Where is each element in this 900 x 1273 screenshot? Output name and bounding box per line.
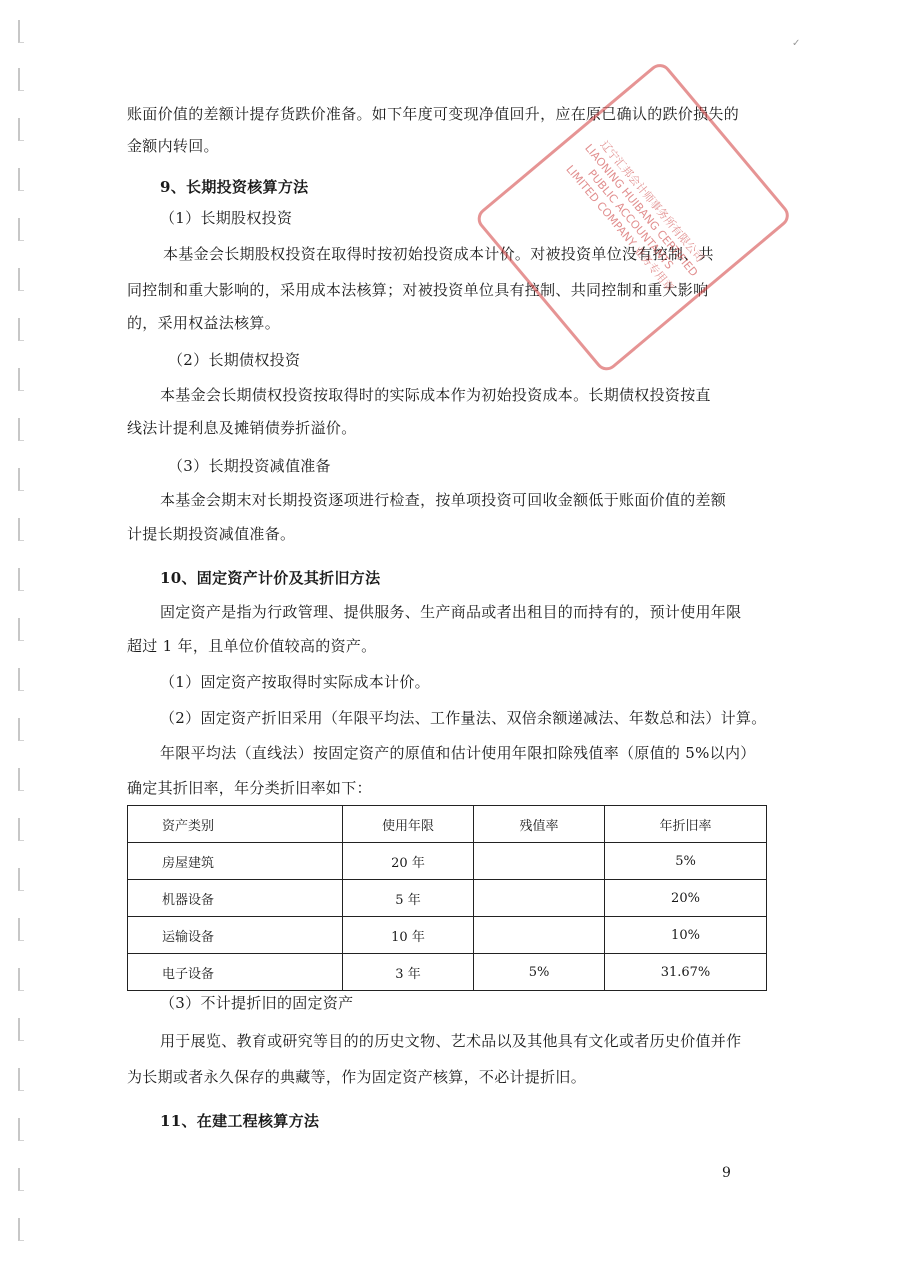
corner-mark: ✓ (792, 38, 801, 49)
section-10-title: 10、固定资产计价及其折旧方法 (160, 569, 381, 587)
section-11-title: 11、在建工程核算方法 (160, 1112, 320, 1130)
table-cell: 5% (474, 954, 605, 991)
table-cell: 机器设备 (128, 880, 343, 917)
paragraph-line: 本基金会长期股权投资在取得时按初始投资成本计价。对被投资单位没有控制、共 (163, 245, 714, 263)
paragraph-line: 为长期或者永久保存的典藏等，作为固定资产核算，不必计提折旧。 (127, 1068, 587, 1086)
table-row (128, 843, 767, 880)
subsection-title: （2）长期债权投资 (168, 351, 301, 369)
table-row (128, 954, 767, 991)
table-cell: 20% (605, 880, 767, 917)
paragraph-line: 计提长期投资减值准备。 (127, 525, 296, 543)
table-row (128, 880, 767, 917)
table-cell: 5 年 (343, 880, 474, 917)
table-header-cell: 年折旧率 (605, 806, 767, 843)
paragraph-line: 同控制和重大影响的，采用成本法核算；对被投资单位具有控制、共同控制和重大影响 (127, 281, 709, 299)
paragraph-line: 用于展览、教育或研究等目的的历史文物、艺术品以及其他具有文化或者历史价值并作 (160, 1032, 742, 1050)
table-cell (474, 843, 605, 880)
paragraph-line: 年限平均法（直线法）按固定资产的原值和估计使用年限扣除残值率（原值的 5%以内） (160, 744, 756, 762)
subsection-title: （3）不计提折旧的固定资产 (160, 994, 354, 1012)
table-header-row (128, 806, 767, 843)
paragraph-line: 线法计提利息及摊销债券折溢价。 (127, 419, 357, 437)
paragraph-line: （2）固定资产折旧采用（年限平均法、工作量法、双倍余额递减法、年数总和法）计算。 (160, 709, 767, 727)
table-cell: 10% (605, 917, 767, 954)
table-cell: 20 年 (343, 843, 474, 880)
paragraph-line: （1）固定资产按取得时实际成本计价。 (160, 673, 430, 691)
paragraph-line: 超过 1 年，且单位价值较高的资产。 (127, 637, 377, 655)
table-cell: 5% (605, 843, 767, 880)
subsection-title: （1）长期股权投资 (160, 209, 293, 227)
table-header-cell: 资产类别 (128, 806, 343, 843)
intro-line: 金额内转回。 (127, 137, 219, 155)
table-cell (474, 880, 605, 917)
page-number: 9 (722, 1165, 731, 1181)
table-cell (474, 917, 605, 954)
paragraph-line: 的，采用权益法核算。 (127, 314, 281, 332)
section-9-title: 9、长期投资核算方法 (160, 178, 309, 196)
intro-line: 账面价值的差额计提存货跌价准备。如下年度可变现净值回升，应在原已确认的跌价损失的 (127, 105, 740, 123)
subsection-title: （3）长期投资减值准备 (168, 457, 331, 475)
paragraph-line: 固定资产是指为行政管理、提供服务、生产商品或者出租目的而持有的，预计使用年限 (160, 603, 742, 621)
table-cell: 10 年 (343, 917, 474, 954)
table-cell: 电子设备 (128, 954, 343, 991)
paragraph-line: 本基金会长期债权投资按取得时的实际成本作为初始投资成本。长期债权投资按直 (160, 386, 711, 404)
table-cell: 运输设备 (128, 917, 343, 954)
paragraph-line: 确定其折旧率，年分类折旧率如下： (127, 779, 372, 797)
table-cell: 3 年 (343, 954, 474, 991)
table-row (128, 917, 767, 954)
stamp-text: 辽宁汇邦会计师事务所有限公司 LIAONING HUIBANG CERTIFIED PUBLIC ACCOUNTANTS LIMITED COMPANY 业务专用章 (563, 138, 707, 295)
depreciation-rate-table (127, 805, 767, 991)
table-header-cell: 使用年限 (343, 806, 474, 843)
paragraph-line: 本基金会期末对长期投资逐项进行检查，按单项投资可回收金额低于账面价值的差额 (160, 491, 727, 509)
table-header-cell: 残值率 (474, 806, 605, 843)
table-cell: 31.67% (605, 954, 767, 991)
table-cell: 房屋建筑 (128, 843, 343, 880)
